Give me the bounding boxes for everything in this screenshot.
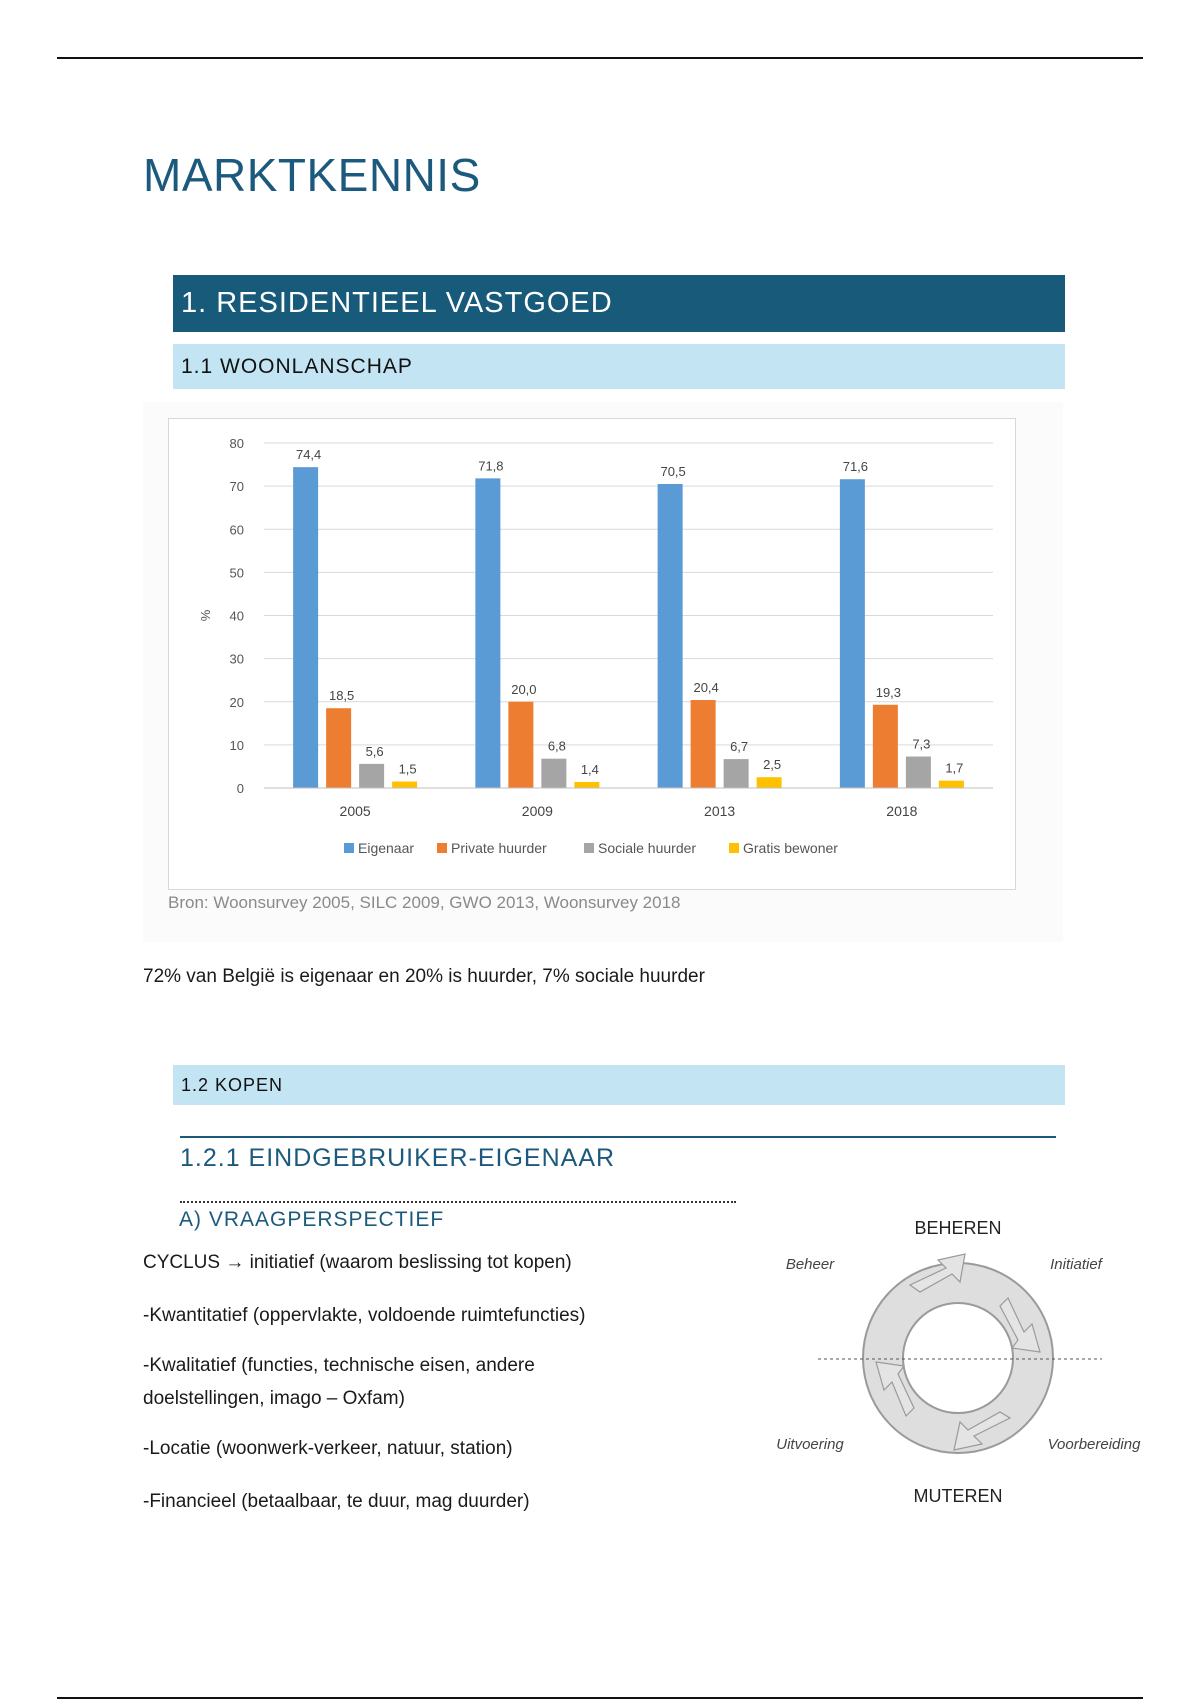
data-label: 2,5 (763, 757, 782, 773)
cycle-label-uitvoering: Uitvoering (776, 1436, 844, 1453)
x-tick-label: 2005 (339, 803, 371, 819)
summary-text: 72% van België is eigenaar en 20% is huurder, 7% sociale huurder (143, 966, 705, 987)
list-item-continuation: doelstellingen, imago – Oxfam) (143, 1388, 405, 1409)
bar (293, 467, 318, 788)
page-title: MARKTKENNIS (143, 149, 481, 201)
subsection-heading-woonlanschap: 1.1 WOONLANSCHAP (173, 344, 1065, 389)
heading-eindgebruiker: 1.2.1 EINDGEBRUIKER-EIGENAAR (180, 1144, 616, 1172)
bar (475, 478, 500, 788)
chart-frame (168, 418, 1016, 890)
x-tick-label: 2018 (886, 803, 918, 819)
y-tick-label: 70 (229, 479, 244, 495)
heading-rule (180, 1136, 1056, 1138)
legend-swatch (584, 843, 594, 853)
cycle-label-top: BEHEREN (914, 1218, 1002, 1238)
y-tick-label: 40 (229, 608, 244, 624)
legend-swatch (437, 843, 447, 853)
data-label: 1,7 (945, 760, 964, 776)
y-tick-label: 30 (229, 651, 244, 667)
y-tick-label: 10 (229, 737, 244, 753)
cycle-label-voorbereiding: Voorbereiding (1047, 1436, 1141, 1453)
data-label: 20,0 (511, 681, 537, 697)
legend-label: Sociale huurder (598, 840, 697, 856)
top-rule (57, 57, 1143, 59)
bar (691, 700, 716, 788)
section-heading-residentieel: 1. RESIDENTIEEL VASTGOED (173, 275, 1065, 332)
cycle-label-beheer: Beheer (785, 1256, 835, 1273)
legend-label: Private huurder (451, 840, 547, 856)
data-label: 70,5 (660, 463, 686, 479)
heading-vraagperspectief: A) VRAAGPERSPECTIEF (179, 1208, 445, 1231)
bar (658, 484, 683, 788)
bar-chart (169, 419, 1015, 889)
y-axis-label: % (198, 609, 213, 622)
y-tick-label: 50 (229, 565, 244, 581)
bar (326, 708, 351, 788)
data-label: 1,4 (580, 761, 599, 777)
y-tick-label: 80 (229, 436, 244, 451)
bar (757, 777, 782, 788)
data-label: 1,5 (398, 761, 417, 777)
bar (906, 757, 931, 788)
bar (840, 479, 865, 788)
cycle-label-initiatief: Initiatief (1050, 1256, 1102, 1273)
list-item: -Kwalitatief (functies, technische eisen, andere (143, 1355, 535, 1376)
data-label: 6,7 (730, 739, 749, 755)
data-label: 7,3 (912, 736, 931, 752)
x-tick-label: 2013 (704, 803, 736, 819)
legend-label: Gratis bewoner (743, 840, 838, 856)
bottom-rule (57, 1697, 1143, 1699)
legend-swatch (729, 843, 739, 853)
y-tick-label: 0 (236, 781, 244, 796)
bar (939, 781, 964, 788)
chart-source: Bron: Woonsurvey 2005, SILC 2009, GWO 2013, Woonsurvey 2018 (168, 893, 681, 912)
bar (508, 702, 533, 788)
bar (873, 705, 898, 788)
data-label: 6,8 (547, 738, 566, 754)
bar (724, 759, 749, 788)
bar (541, 759, 566, 788)
bar (574, 782, 599, 788)
legend-label: Eigenaar (358, 840, 415, 856)
data-label: 5,6 (365, 743, 384, 759)
data-label: 19,3 (875, 684, 902, 700)
list-item: -Locatie (woonwerk-verkeer, natuur, station) (143, 1438, 513, 1459)
y-tick-label: 60 (229, 522, 244, 538)
y-tick-label: 20 (229, 694, 244, 710)
data-label: 71,6 (842, 459, 869, 475)
cycle-label-bottom: MUTEREN (913, 1486, 1003, 1506)
dotted-rule (180, 1201, 736, 1203)
cycle-diagram (760, 1210, 1150, 1520)
legend-swatch (344, 843, 354, 853)
subsection-heading-kopen: 1.2 KOPEN (173, 1065, 1065, 1105)
data-label: 18,5 (328, 688, 355, 704)
list-item: -Financieel (betaalbaar, te duur, mag duurder) (143, 1491, 530, 1512)
data-label: 71,8 (478, 458, 504, 474)
bar (359, 764, 384, 788)
data-label: 20,4 (693, 680, 719, 696)
bar (392, 782, 417, 788)
x-tick-label: 2009 (521, 803, 553, 819)
data-label: 74,4 (295, 447, 322, 463)
list-item: -Kwantitatief (oppervlakte, voldoende ruimtefuncties) (143, 1305, 586, 1326)
cycle-line: CYCLUS → initiatief (waarom beslissing tot kopen) (143, 1252, 572, 1273)
